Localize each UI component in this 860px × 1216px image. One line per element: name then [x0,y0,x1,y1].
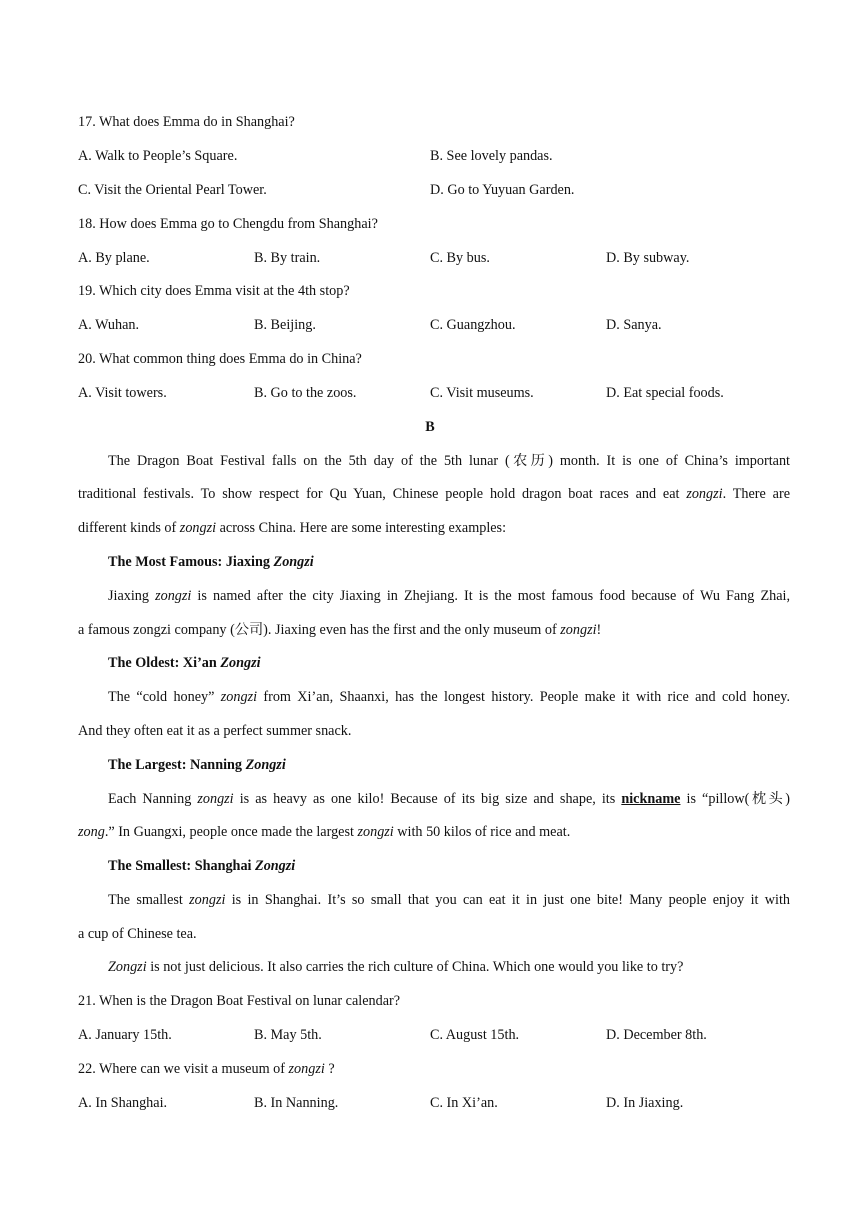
title-text: The Smallest: Shanghai [108,858,256,874]
famous-text: Jiaxing [108,588,156,604]
smallest-text: is in Shanghai. It’s so small that you can eat it in just one bite! Many people enjoy it with [225,892,790,908]
q22-option-b: B. In Nanning. [254,1095,339,1111]
q21-option-b: B. May 5th. [254,1027,322,1043]
title-italic: Zongzi [245,757,286,773]
famous-text: is named after the city Jiaxing in Zhejiang. It is the most famous food because of Wu Fang Zhai, [191,588,791,604]
q17-option-c: C. Visit the Oriental Pearl Tower. [78,182,267,198]
title-italic: Zongzi [255,858,296,874]
famous-line-1 [108,587,790,605]
nickname-underlined-word: nickname [621,791,681,807]
closing-text: is not just delicious. It also carries the rich culture of China. Which one would you like to try? [146,959,684,975]
intro-text: The Dragon Boat Festival falls on the 5th day of the 5th lunar (农历) month. It is one of China’s important [108,453,790,469]
famous-text: ! [596,622,602,638]
q17-option-a: A. Walk to People’s Square. [78,148,238,164]
intro-line-3 [78,519,790,537]
q20-option-d: D. Eat special foods. [606,385,724,401]
q18-option-a: A. By plane. [78,250,150,266]
oldest-title [108,654,790,672]
q21-option-a: A. January 15th. [78,1027,172,1043]
q20-option-b: B. Go to the zoos. [254,385,357,401]
q22-text: 22. Where can we visit a museum of [78,1061,289,1077]
largest-italic: zong [78,824,105,840]
famous-italic: zongzi [155,588,192,604]
q19-option-b: B. Beijing. [254,317,316,333]
question-22-stem [78,1060,790,1078]
q22-option-d: D. In Jiaxing. [606,1095,684,1111]
title-italic: Zongzi [220,655,261,671]
largest-text: is “pillow(枕头) [680,791,790,807]
q17-option-d: D. Go to Yuyuan Garden. [430,182,575,198]
smallest-line-1 [108,891,790,909]
oldest-text: The “cold honey” [108,689,221,705]
q22-option-c: C. In Xi’an. [430,1095,498,1111]
title-text: The Oldest: Xi’an [108,655,221,671]
question-17-stem: 17. What does Emma do in Shanghai? [78,114,295,130]
intro-line-1 [108,452,790,470]
smallest-italic: zongzi [189,892,226,908]
q18-option-d: D. By subway. [606,250,690,266]
closing-italic: Zongzi [108,959,147,975]
q19-option-a: A. Wuhan. [78,317,140,333]
q21-option-d: D. December 8th. [606,1027,707,1043]
intro-text: . There are [722,486,790,502]
question-19-stem: 19. Which city does Emma visit at the 4th stop? [78,283,350,299]
famous-line-2 [78,621,790,639]
largest-text: is as heavy as one kilo! Because of its big size and shape, its [233,791,622,807]
famous-title [108,553,790,571]
q19-option-c: C. Guangzhou. [430,317,516,333]
intro-italic: zongzi [179,520,217,536]
intro-text: traditional festivals. To show respect for Qu Yuan, Chinese people hold dragon boat races and eat [78,486,687,502]
famous-text: a famous zongzi company (公司). Jiaxing even has the first and the only museum of [78,622,561,638]
largest-text: .” In Guangxi, people once made the largest [104,824,358,840]
q18-option-c: C. By bus. [430,250,490,266]
intro-italic: zongzi [686,486,723,502]
q17-option-b: B. See lovely pandas. [430,148,553,164]
intro-line-2 [78,485,790,503]
q22-option-a: A. In Shanghai. [78,1095,168,1111]
title-text: The Largest: Nanning [108,757,246,773]
largest-italic: zongzi [197,791,234,807]
q20-option-a: A. Visit towers. [78,385,167,401]
oldest-line-1 [108,688,790,706]
question-18-stem: 18. How does Emma go to Chengdu from Shanghai? [78,216,378,232]
q19-option-d: D. Sanya. [606,317,662,333]
intro-text: across China. Here are some interesting examples: [216,520,507,536]
oldest-text: from Xi’an, Shaanxi, has the longest history. People make it with rice and cold honey. [257,689,791,705]
oldest-italic: zongzi [220,689,258,705]
largest-italic: zongzi [357,824,394,840]
q22-italic: zongzi [288,1061,325,1077]
q21-option-c: C. August 15th. [430,1027,520,1043]
largest-line-2 [78,823,790,841]
largest-text: with 50 kilos of rice and meat. [393,824,571,840]
oldest-line-2: And they often eat it as a perfect summer snack. [78,723,352,739]
largest-text: Each Nanning [108,791,198,807]
intro-text: different kinds of [78,520,180,536]
title-text: The Most Famous: Jiaxing [108,554,274,570]
largest-line-1 [108,790,790,808]
famous-italic: zongzi [560,622,597,638]
question-20-stem: 20. What common thing does Emma do in China? [78,351,362,367]
smallest-line-2: a cup of Chinese tea. [78,926,197,942]
question-21-stem: 21. When is the Dragon Boat Festival on lunar calendar? [78,993,401,1009]
q18-option-b: B. By train. [254,250,321,266]
section-b-heading: B [425,419,435,435]
smallest-text: The smallest [108,892,190,908]
largest-title [108,756,790,774]
q22-text: ? [324,1061,335,1077]
q20-option-c: C. Visit museums. [430,385,534,401]
closing-line [108,958,790,976]
smallest-title [108,857,790,875]
title-italic: Zongzi [273,554,314,570]
